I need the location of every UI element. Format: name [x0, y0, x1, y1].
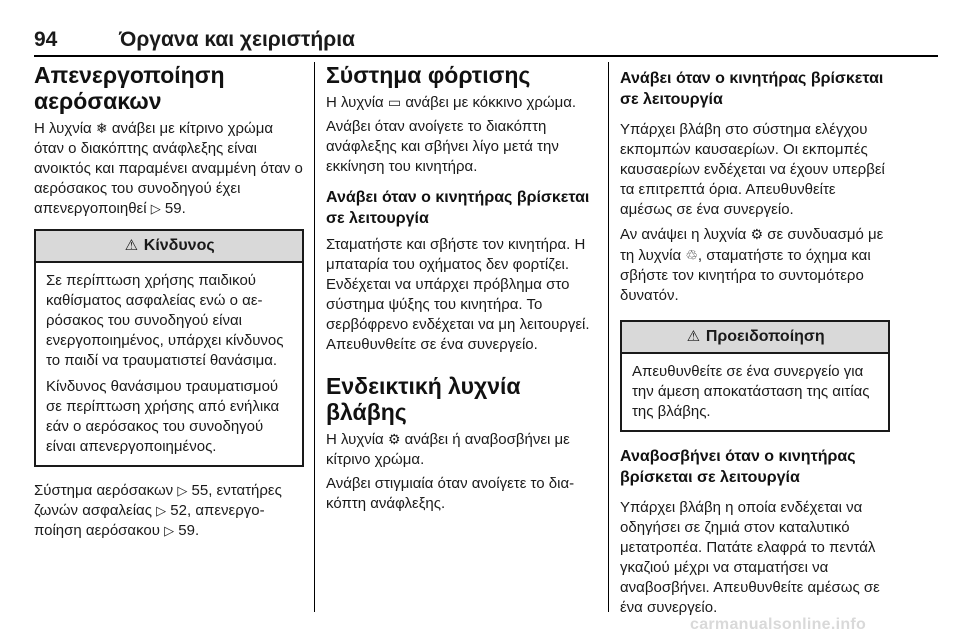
- danger-text: Κίνδυνος θανάσιμου τραυματισμού σε περίπτωση χρήσης από ενήλικα εάν ο αερόσακος του συνοδηγού είναι απενεργοποιημένος.: [46, 378, 280, 455]
- subheading: Αναβοσβήνει όταν ο κινητήρας βρίσκεται σε λειτουργία: [620, 448, 856, 486]
- paragraph: Υπάρχει βλάβη η οποία ενδέχεται να οδηγήσει σε ζημιά στον καταλυτικό μετατροπέα. Πατάτε ελαφρά το πεντάλ γκαζιού μέχρι να σταματήσει να αναβοσβήνει. Απευθυνθείτε αμέσως σε ένα συνεργείο.: [620, 499, 880, 616]
- paragraph: Υπάρχει βλάβη στο σύστημα ελέγχου εκπομπών καυσαερίων. Οι εκπομπές καυσαερίων ενδέχεται να έχουν υπερβεί τα επιτρεπτά όρια. Απευθυνθείτε αμέσως σε ένα συνεργείο.: [620, 121, 885, 218]
- warning-triangle-icon: ⚠︎: [124, 237, 139, 254]
- watermark: carmanualsonline.info: [690, 616, 867, 633]
- section-heading-malfunction-lamp: Ενδεικτική λυχνία βλάβης: [326, 373, 521, 425]
- warning-box: [620, 320, 890, 432]
- subheading: Ανάβει όταν ο κινητήρας βρίσκεται σε λειτουργία: [620, 70, 884, 108]
- page-reference-icon: ▷: [164, 523, 175, 538]
- danger-box: [34, 229, 304, 467]
- page-number: 94: [34, 28, 58, 51]
- paragraph: Σταματήστε και σβήστε τον κινητήρα. Η μπαταρία του οχήματος δεν φορτίζει. Ενδέχεται να υπάρχει πρόβλημα στο σύστημα ψύξης του κινητήρα. Το σερβόφρενο ενδέχεται να μη λειτουργεί. Απευθυνθείτε σε ένα συνεργείο.: [326, 236, 590, 353]
- paragraph: Η λυχνία ❄︎ ανάβει με κίτρινο χρώμα όταν ο διακόπτης ανάφλεξης είναι ανοικτός και παραμένει αναμμένη όταν ο αερόσακος του συνοδηγού έχει απενεργοποιηθεί ▷ 59.: [34, 120, 303, 217]
- paragraph: Ανάβει στιγμιαία όταν ανοίγετε το διακόπτη ανάφλεξης.: [326, 475, 575, 512]
- paragraph: Σύστημα αερόσακων ▷ 55, εντατήρες ζωνών ασφαλείας ▷ 52, απενεργοποίηση αερόσακου ▷ 59.: [34, 482, 282, 539]
- page-title: Όργανα και χειριστήρια: [119, 28, 355, 51]
- airbag-off-icon: ❄︎: [95, 120, 108, 136]
- oil-icon: ♲︎: [685, 247, 698, 263]
- column-2: [326, 62, 594, 514]
- paragraph: Η λυχνία ⚙︎ ανάβει ή αναβοσβήνει με κίτρινο χρώμα.: [326, 431, 570, 468]
- column-3: [620, 62, 890, 618]
- column-divider: [314, 62, 315, 612]
- warning-box-title: ⚠︎ Προειδοποίηση: [622, 322, 888, 354]
- page-reference-icon: ▷: [156, 503, 167, 518]
- page-reference-icon: ▷: [150, 201, 161, 216]
- engine-icon: ⚙︎: [387, 431, 401, 447]
- section-heading-charging-system: Σύστημα φόρτισης: [326, 62, 531, 88]
- paragraph: Ανάβει όταν ανοίγετε το διακόπτη ανάφλεξης και σβήνει λίγο μετά την εκκίνηση του κινητήρα.: [326, 118, 559, 175]
- page-reference-icon: ▷: [177, 483, 188, 498]
- danger-text: Σε περίπτωση χρήσης παιδικού καθίσματος ασφαλείας ενώ ο αερόσακος του συνοδηγού είναι ενεργοποιημένος, υπάρχει κίνδυνος το παιδί να τραυματιστεί θανάσιμα.: [46, 272, 284, 369]
- section-heading-airbag-deactivation: Απενεργοποίηση αερόσακων: [34, 62, 225, 114]
- battery-icon: ▭: [387, 94, 402, 110]
- warning-triangle-icon: ⚠︎: [686, 328, 701, 345]
- paragraph: Αν ανάψει η λυχνία ⚙︎ σε συνδυασμό με τη λυχνία ♲︎, σταματήστε το όχημα και σβήστε τον κινητήρα το συντομότερο δυνατόν.: [620, 226, 884, 304]
- paragraph: Η λυχνία ▭ ανάβει με κόκκινο χρώμα.: [326, 94, 577, 111]
- subheading: Ανάβει όταν ο κινητήρας βρίσκεται σε λειτουργία: [326, 189, 590, 227]
- page-header: [22, 0, 938, 62]
- danger-box-title: ⚠︎ Κίνδυνος: [36, 231, 302, 263]
- header-divider: [34, 55, 938, 57]
- column-1: [34, 62, 304, 541]
- column-divider: [608, 62, 609, 612]
- warning-text: Απευθυνθείτε σε ένα συνεργείο για την άμεση αποκατάσταση της αιτίας της βλάβης.: [632, 363, 870, 420]
- engine-icon: ⚙︎: [750, 226, 764, 242]
